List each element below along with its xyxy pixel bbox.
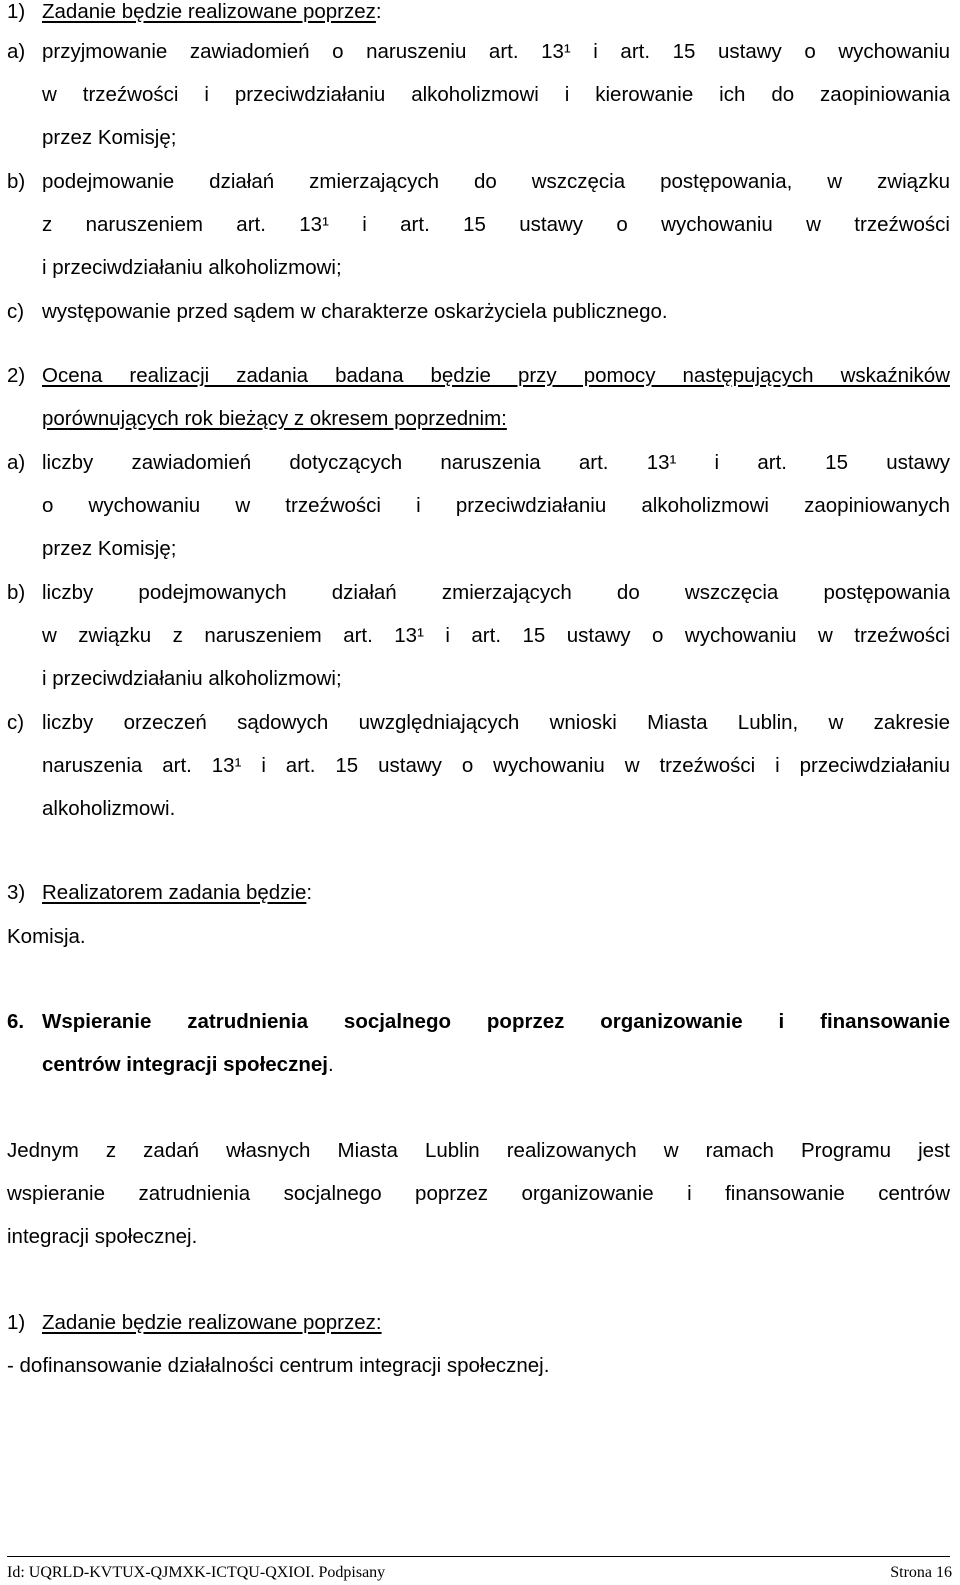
section-3-heading: Realizatorem zadania będzie — [42, 881, 307, 904]
item-2c-text-2: naruszenia art. 13¹ i art. 15 ustawy o wychowaniu w trzeźwości i przeciwdziałaniu — [42, 754, 950, 777]
footer-document-id: Id: UQRLD-KVTUX-QJMXK-ICTQU-QXIOI. Podpisany — [7, 1564, 386, 1581]
section-3-heading-row — [7, 881, 313, 904]
paragraph-line-2: wspieranie zatrudnienia socjalnego poprzez organizowanie i finansowanie centrów — [7, 1182, 950, 1205]
item-1b-text-1: podejmowanie działań zmierzających do wszczęcia postępowania, w związku — [42, 170, 950, 193]
item-2b-text-1: liczby podejmowanych działań zmierzających do wszczęcia postępowania — [42, 581, 950, 604]
item-2a-text-2: o wychowaniu w trzeźwości i przeciwdziałaniu alkoholizmowi zaopiniowanych — [42, 494, 950, 517]
item-2c-label: c) — [7, 711, 25, 734]
section-6-1-item: - dofinansowanie działalności centrum integracji społecznej. — [7, 1354, 550, 1377]
item-2c-text-1: liczby orzeczeń sądowych uwzględniających wnioski Miasta Lublin, w zakresie — [42, 711, 950, 734]
section-6-title-2: centrów integracji społecznej — [42, 1053, 328, 1076]
item-1a-label: a) — [7, 40, 26, 63]
section-6-1-heading: Zadanie będzie realizowane poprzez: — [42, 1311, 382, 1334]
item-1a-text-2: w trzeźwości i przeciwdziałaniu alkoholizmowi i kierowanie ich do zaopiniowania — [42, 83, 950, 106]
section-2-heading-2: porównujących rok bieżący z okresem poprzednim: — [42, 407, 507, 430]
item-2a-text-3: przez Komisję; — [42, 537, 177, 560]
item-2c-text-3: alkoholizmowi. — [42, 797, 176, 820]
item-1a-text-3: przez Komisję; — [42, 126, 177, 149]
footer-divider — [7, 1556, 950, 1557]
item-2a-label: a) — [7, 451, 26, 474]
paragraph-line-3: integracji społecznej. — [7, 1225, 198, 1248]
section-2-heading-1: Ocena realizacji zadania badana będzie przy pomocy następujących wskaźników — [42, 364, 950, 387]
item-2b-text-2: w związku z naruszeniem art. 13¹ i art. 15 ustawy o wychowaniu w trzeźwości — [42, 624, 950, 647]
item-1c-label: c) — [7, 300, 25, 323]
section-1-heading-row — [7, 0, 382, 23]
section-3-text: Komisja. — [7, 925, 86, 948]
section-2-number: 2) — [7, 364, 26, 387]
item-1b-text-3: i przeciwdziałaniu alkoholizmowi; — [42, 256, 342, 279]
item-1c-text-1: występowanie przed sądem w charakterze oskarżyciela publicznego. — [42, 300, 668, 323]
paragraph-line-1: Jednym z zadań własnych Miasta Lublin realizowanych w ramach Programu jest — [7, 1139, 950, 1162]
section-6-1-heading-row — [7, 1311, 382, 1334]
section-1-number: 1) — [7, 0, 26, 23]
item-1b-label: b) — [7, 170, 26, 193]
section-6-number: 6. — [7, 1010, 25, 1033]
section-1-colon: : — [375, 0, 382, 23]
section-6-title-1: Wspieranie zatrudnienia socjalnego poprzez organizowanie i finansowanie — [42, 1010, 950, 1033]
item-2a-text-1: liczby zawiadomień dotyczących naruszenia art. 13¹ i art. 15 ustawy — [42, 451, 950, 474]
section-1-heading: Zadanie będzie realizowane poprzez — [42, 0, 376, 23]
section-3-colon: : — [306, 881, 313, 904]
item-2b-text-3: i przeciwdziałaniu alkoholizmowi; — [42, 667, 342, 690]
item-1b-text-2: z naruszeniem art. 13¹ i art. 15 ustawy o wychowaniu w trzeźwości — [42, 213, 950, 236]
item-2b-label: b) — [7, 581, 26, 604]
footer-page-number: Strona 16 — [890, 1564, 952, 1581]
section-6-title-end: . — [327, 1053, 334, 1076]
item-1a-text-1: przyjmowanie zawiadomień o naruszeniu art. 13¹ i art. 15 ustawy o wychowaniu — [42, 40, 950, 63]
section-6-1-number: 1) — [7, 1311, 26, 1334]
section-3-number: 3) — [7, 881, 26, 904]
